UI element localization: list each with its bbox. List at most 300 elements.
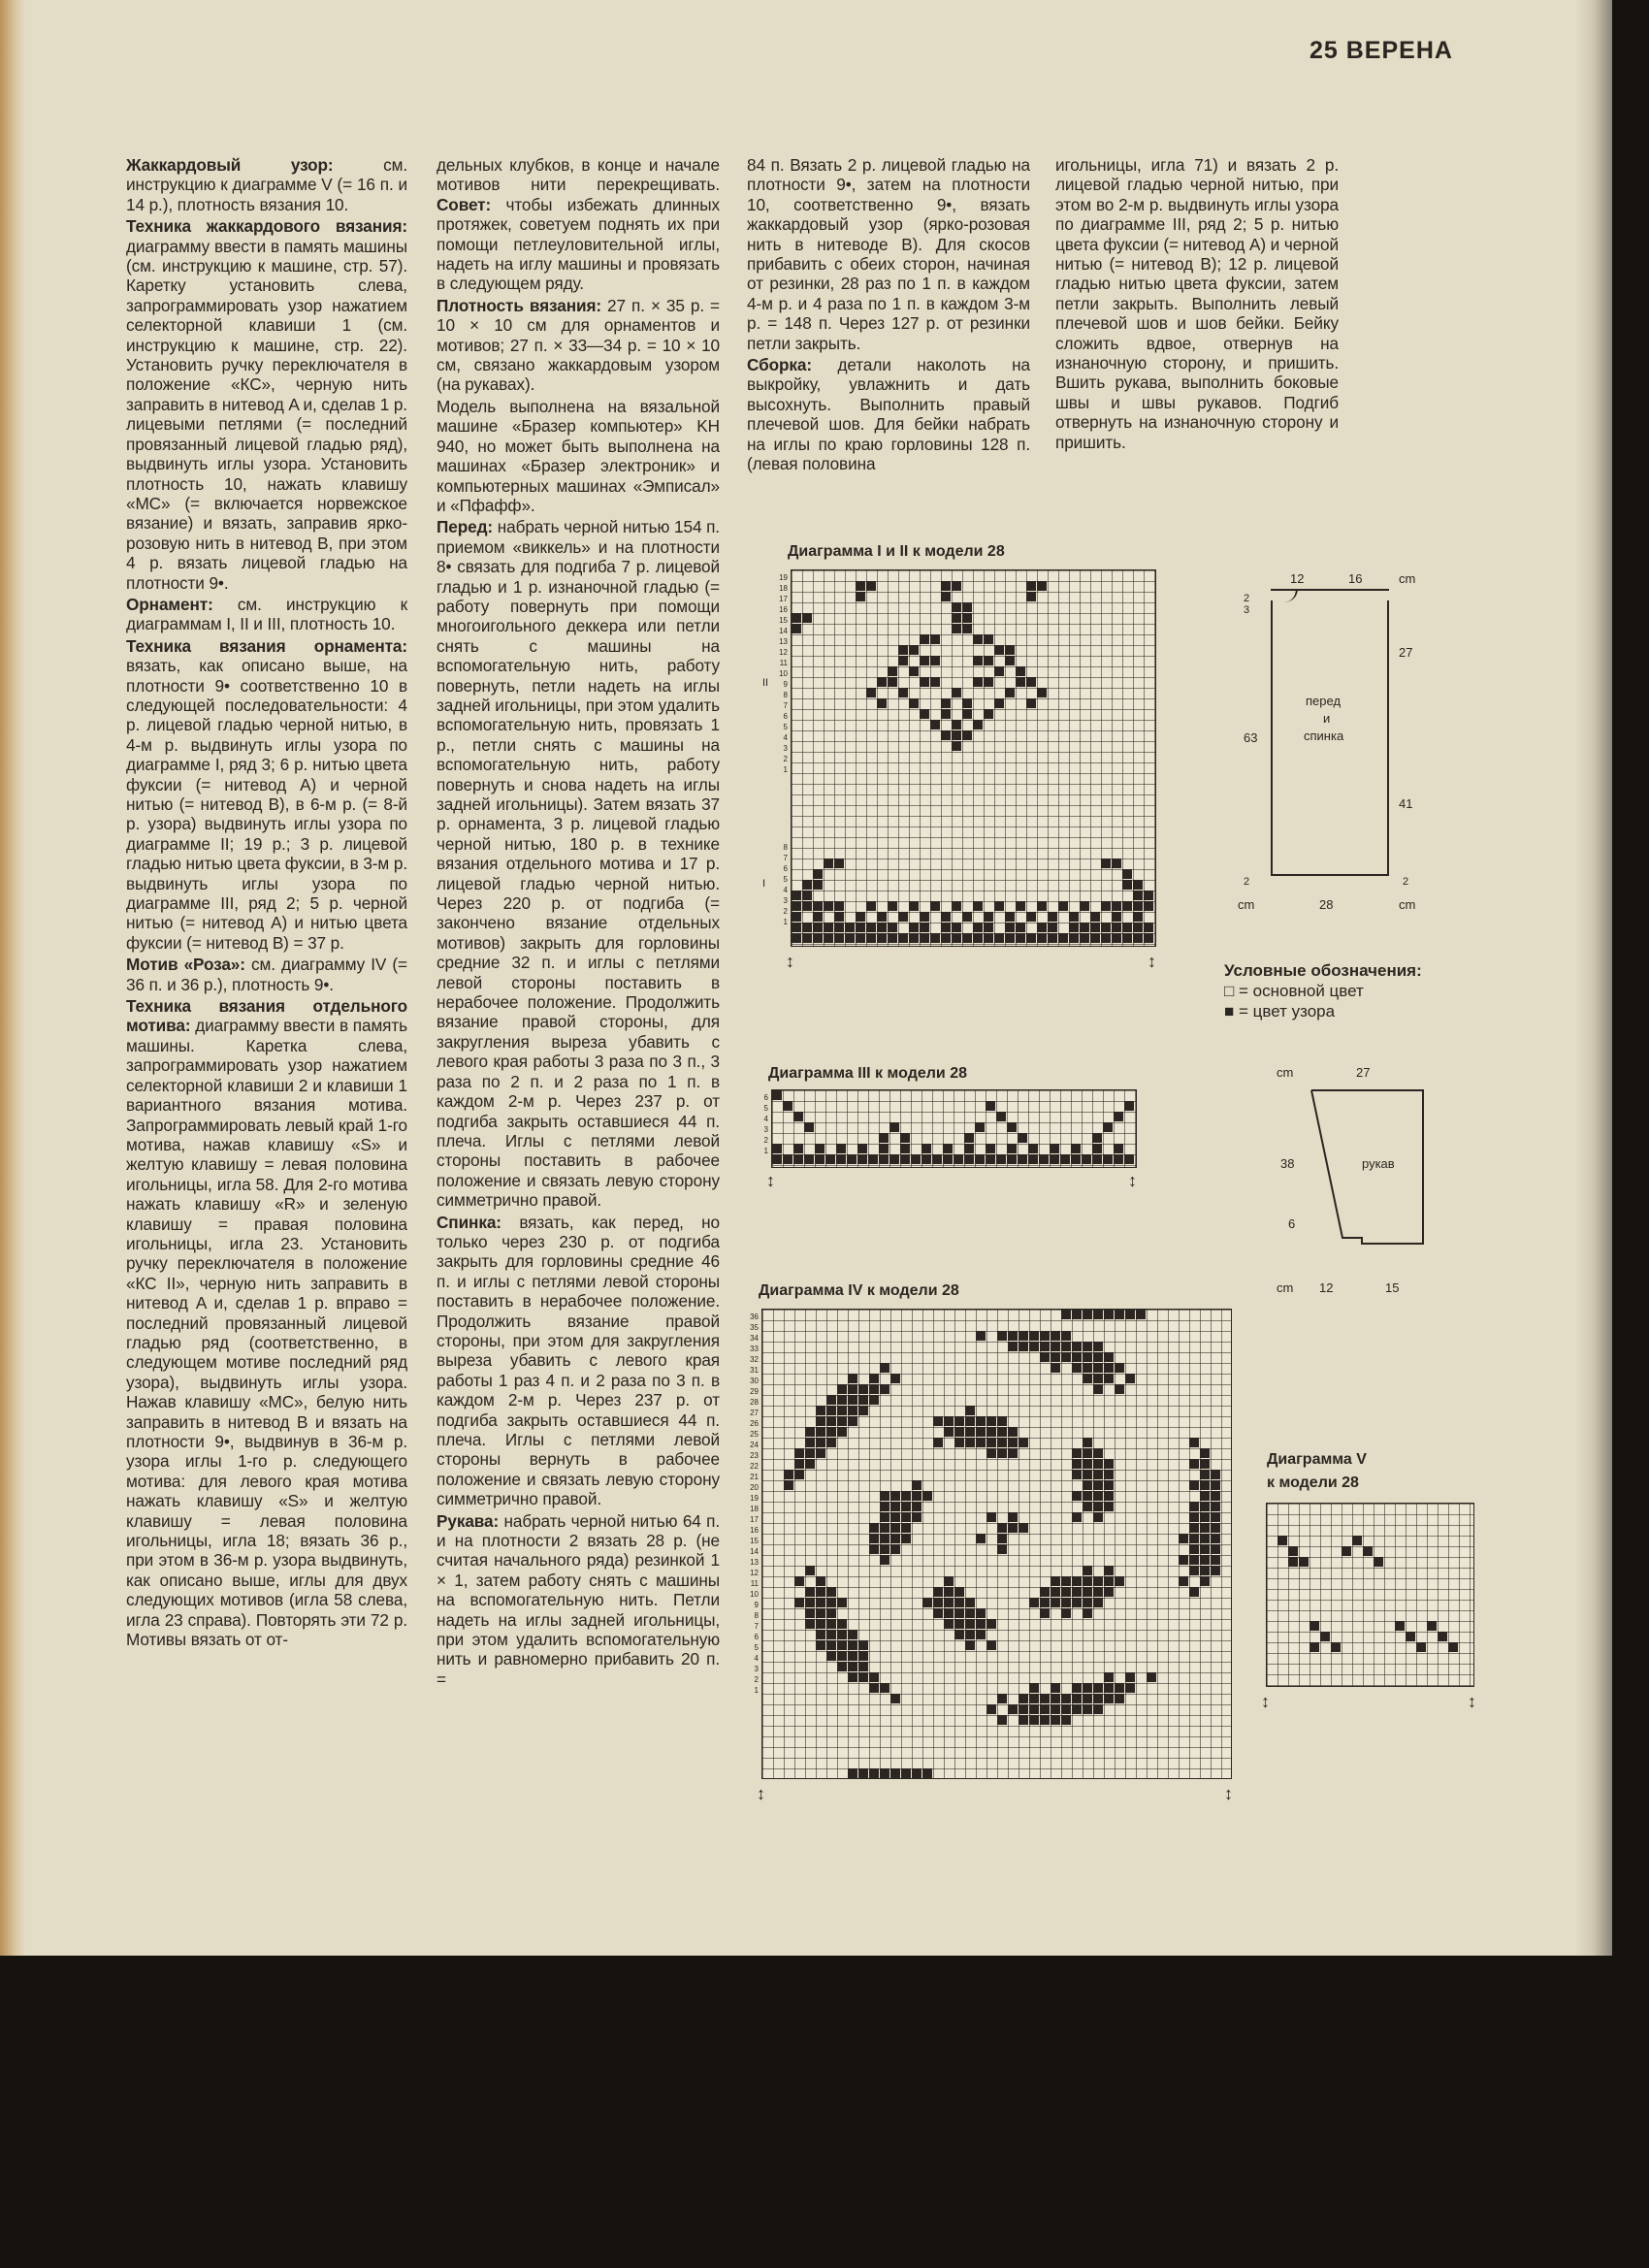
filled-cell	[1051, 1331, 1060, 1341]
heading: Рукава:	[436, 1510, 500, 1531]
filled-cell	[962, 602, 972, 612]
filled-cell	[1029, 1715, 1039, 1725]
filled-cell	[944, 1608, 954, 1618]
filled-cell	[837, 1598, 847, 1607]
filled-cell	[1016, 933, 1025, 943]
filled-cell	[1104, 1683, 1114, 1693]
filled-cell	[1083, 1576, 1092, 1586]
piece-label: и	[1323, 711, 1331, 726]
filled-cell	[944, 1416, 954, 1426]
filled-cell	[901, 1491, 911, 1501]
filled-cell	[962, 730, 972, 740]
filled-cell	[1005, 656, 1015, 665]
filled-cell	[922, 1154, 931, 1164]
filled-cell	[1104, 1374, 1114, 1383]
filled-cell	[1051, 1715, 1060, 1725]
text-column-1	[126, 155, 407, 1651]
diagram-2-row-numbers: 19 18 17 16 15 14 13 12 11 10 9 8 7 6 5 4 3 2 1	[779, 573, 788, 774]
filled-cell	[816, 1406, 825, 1415]
heading: Техника жаккардового вязания:	[126, 216, 407, 237]
filled-cell	[1115, 1384, 1124, 1394]
filled-cell	[1083, 1470, 1092, 1479]
filled-cell	[976, 1619, 986, 1629]
filled-cell	[869, 1544, 879, 1554]
filled-cell	[901, 1523, 911, 1533]
filled-cell	[1189, 1555, 1199, 1565]
filled-cell	[1189, 1438, 1199, 1447]
filled-cell	[1104, 1502, 1114, 1511]
filled-cell	[1050, 1144, 1059, 1153]
filled-cell	[997, 1438, 1007, 1447]
filled-cell	[986, 1448, 996, 1458]
filled-cell	[930, 634, 940, 644]
filled-cell	[869, 1395, 879, 1405]
width-arrow-left-icon: ↕	[1261, 1692, 1270, 1711]
filled-cell	[880, 1363, 889, 1373]
filled-cell	[941, 709, 951, 719]
filled-cell	[1083, 1491, 1092, 1501]
filled-cell	[792, 912, 801, 922]
filled-cell	[848, 1672, 857, 1682]
filled-cell	[1093, 1502, 1103, 1511]
filled-cell	[1037, 901, 1047, 911]
filled-cell	[1093, 1480, 1103, 1490]
filled-cell	[900, 1144, 910, 1153]
filled-cell	[826, 1619, 836, 1629]
filled-cell	[1072, 1576, 1082, 1586]
filled-cell	[1061, 1608, 1071, 1618]
filled-cell	[997, 1448, 1007, 1458]
legend-title: Условные обозначения:	[1224, 961, 1422, 980]
legend-pattern-color: ■ = цвет узора	[1224, 1002, 1336, 1021]
width-arrow-right-icon: ↕	[1224, 1784, 1233, 1803]
filled-cell	[1200, 1512, 1210, 1522]
filled-cell	[952, 730, 961, 740]
page-left-edge	[0, 0, 25, 1956]
body-text: дельных клубков, в конце и начале мотивов нити перекрещивать.	[436, 155, 720, 195]
filled-cell	[986, 1512, 996, 1522]
filled-cell	[1061, 1342, 1071, 1351]
filled-cell	[1133, 933, 1143, 943]
filled-cell	[784, 1480, 793, 1490]
filled-cell	[869, 1523, 879, 1533]
filled-cell	[954, 1438, 964, 1447]
filled-cell	[1008, 1523, 1018, 1533]
filled-cell	[1093, 1363, 1103, 1373]
filled-cell	[837, 1395, 847, 1405]
filled-cell	[1040, 1331, 1050, 1341]
filled-cell	[880, 1502, 889, 1511]
filled-cell	[986, 1416, 996, 1426]
filled-cell	[1200, 1459, 1210, 1469]
filled-cell	[1101, 933, 1111, 943]
filled-cell	[1093, 1512, 1103, 1522]
filled-cell	[1018, 1715, 1028, 1725]
filled-cell	[1374, 1557, 1383, 1567]
filled-cell	[824, 859, 833, 868]
filled-cell	[920, 634, 929, 644]
filled-cell	[1310, 1642, 1319, 1652]
filled-cell	[772, 1090, 782, 1100]
filled-cell	[856, 581, 865, 591]
body-text: набрать черной нитью 64 п. и на плотности 2 вязать 28 р. (не считая начального ряда) резинкой 1 × 1, затем работу снять с машины на вспомогательную нить. Петли надеть на иглы задней игольницы, при этом удалить вспомогательную нить и равномерно прибавить 20 п. =	[436, 1510, 720, 1689]
filled-cell	[877, 923, 887, 932]
filled-cell	[964, 1133, 974, 1143]
filled-cell	[794, 1470, 804, 1479]
filled-cell	[920, 912, 929, 922]
filled-cell	[1200, 1534, 1210, 1543]
schema-label: 27	[1399, 645, 1413, 660]
filled-cell	[1104, 1459, 1114, 1469]
filled-cell	[1115, 1694, 1124, 1703]
filled-cell	[826, 1406, 836, 1415]
filled-cell	[930, 933, 940, 943]
body-text: вязать, как перед, но только через 230 р. от подгиба закрыть для горловины средние 46 п. и иглы с петлями левой стороны поставить в нерабочее положение. Продолжить вязание правой стороны, при этом для закругления выреза убавить с левого края работы 1 раз 4 п. и 2 раза по 3 п. в каждом 2-м р. Через 237 р. от подгиба закрыть оставшиеся 44 п. плеча. Иглы с петлями левой стороны вернуть в рабочее положение и связать левую сторону симметрично правой.	[436, 1212, 720, 1509]
filled-cell	[826, 1587, 836, 1597]
filled-cell	[1072, 1694, 1082, 1703]
filled-cell	[848, 1630, 857, 1639]
filled-cell	[952, 602, 961, 612]
filled-cell	[1061, 1331, 1071, 1341]
filled-cell	[826, 1438, 836, 1447]
filled-cell	[802, 880, 812, 890]
filled-cell	[1061, 1576, 1071, 1586]
filled-cell	[954, 1427, 964, 1437]
filled-cell	[976, 1438, 986, 1447]
filled-cell	[792, 891, 801, 900]
filled-cell	[805, 1608, 815, 1618]
text-column-3	[747, 155, 1030, 476]
filled-cell	[901, 1512, 911, 1522]
filled-cell	[848, 1406, 857, 1415]
filled-cell	[858, 1651, 868, 1661]
filled-cell	[772, 1144, 782, 1153]
filled-cell	[1083, 1448, 1092, 1458]
filled-cell	[1114, 1154, 1123, 1164]
filled-cell	[943, 1154, 953, 1164]
filled-cell	[848, 1662, 857, 1671]
filled-cell	[816, 1427, 825, 1437]
filled-cell	[1200, 1544, 1210, 1554]
filled-cell	[815, 1154, 824, 1164]
filled-cell	[1048, 912, 1057, 922]
filled-cell	[922, 1144, 931, 1153]
filled-cell	[1048, 923, 1057, 932]
filled-cell	[1363, 1546, 1373, 1556]
body-text: диаграмму ввести в память машины (см. инструкцию к машине, стр. 57). Каретку установить слева, запрограммировать узор нажатием селекторной клавиши 1 (см. инструкцию к машине, стр. 22). Установить ручку переключателя в положение «КС», черную нить заправить в нитевод A и, сделав 1 р. лицевыми петлями (= последний провязанный лицевой гладью ряд), выдвинуть иглы узора. Установить плотность 10, нажать клавишу «МС» (= включается норвежское вязание) и вязать, заправив ярко-розовую нить в нитевод B, при этом 4 р. вязать лицевой гладью на плотности 9•.	[126, 236, 407, 593]
filled-cell	[1040, 1342, 1050, 1351]
filled-cell	[793, 1144, 803, 1153]
filled-cell	[1016, 677, 1025, 687]
filled-cell	[944, 1598, 954, 1607]
filled-cell	[941, 923, 951, 932]
filled-cell	[962, 624, 972, 633]
filled-cell	[1093, 1310, 1103, 1319]
filled-cell	[1144, 891, 1153, 900]
filled-cell	[1104, 1480, 1114, 1490]
filled-cell	[1018, 1438, 1028, 1447]
filled-cell	[888, 901, 897, 911]
diagram-3-grid	[771, 1089, 1137, 1168]
filled-cell	[997, 1523, 1007, 1533]
filled-cell	[837, 1640, 847, 1650]
width-arrow-right-icon: ↕	[1468, 1692, 1476, 1711]
filled-cell	[880, 1683, 889, 1693]
heading: Спинка:	[436, 1212, 501, 1232]
filled-cell	[1040, 1352, 1050, 1362]
filled-cell	[1058, 933, 1068, 943]
filled-cell	[826, 1640, 836, 1650]
filled-cell	[1093, 1598, 1103, 1607]
filled-cell	[816, 1619, 825, 1629]
sleeve-schema	[1273, 1061, 1467, 1294]
filled-cell	[952, 624, 961, 633]
filled-cell	[1051, 1363, 1060, 1373]
filled-cell	[794, 1576, 804, 1586]
filled-cell	[783, 1154, 792, 1164]
filled-cell	[898, 688, 908, 697]
filled-cell	[890, 1694, 900, 1703]
filled-cell	[784, 1470, 793, 1479]
filled-cell	[909, 666, 919, 676]
filled-cell	[805, 1587, 815, 1597]
filled-cell	[952, 688, 961, 697]
filled-cell	[794, 1459, 804, 1469]
filled-cell	[889, 1154, 899, 1164]
filled-cell	[1037, 581, 1047, 591]
filled-cell	[984, 634, 993, 644]
filled-cell	[888, 923, 897, 932]
filled-cell	[857, 1154, 867, 1164]
filled-cell	[1093, 1683, 1103, 1693]
filled-cell	[880, 1491, 889, 1501]
filled-cell	[890, 1491, 900, 1501]
filled-cell	[1072, 1470, 1082, 1479]
filled-cell	[1008, 1448, 1018, 1458]
filled-cell	[1179, 1534, 1188, 1543]
filled-cell	[834, 901, 844, 911]
body-text: 27 п. × 35 р. = 10 × 10 см для орнаментов и мотивов; 27 п. × 33—34 р. = 10 × 10 см, связано жаккардовым узором (на рукавах).	[436, 295, 720, 395]
filled-cell	[879, 1133, 889, 1143]
filled-cell	[976, 1331, 986, 1341]
filled-cell	[783, 1101, 792, 1111]
filled-cell	[1069, 923, 1079, 932]
filled-cell	[1189, 1566, 1199, 1575]
filled-cell	[1112, 859, 1121, 868]
filled-cell	[866, 923, 876, 932]
filled-cell	[933, 1416, 943, 1426]
filled-cell	[941, 730, 951, 740]
filled-cell	[866, 688, 876, 697]
filled-cell	[1080, 923, 1089, 932]
filled-cell	[912, 1502, 922, 1511]
paragraph	[126, 216, 407, 593]
filled-cell	[976, 1608, 986, 1618]
filled-cell	[813, 901, 823, 911]
schema-label: cm	[1277, 1065, 1294, 1080]
filled-cell	[1072, 1512, 1082, 1522]
filled-cell	[890, 1512, 900, 1522]
filled-cell	[836, 1154, 846, 1164]
filled-cell	[965, 1619, 975, 1629]
filled-cell	[825, 1154, 835, 1164]
filled-cell	[1082, 1154, 1091, 1164]
filled-cell	[1083, 1502, 1092, 1511]
filled-cell	[1112, 912, 1121, 922]
filled-cell	[976, 1416, 986, 1426]
filled-cell	[1122, 933, 1132, 943]
filled-cell	[952, 720, 961, 729]
filled-cell	[975, 1154, 985, 1164]
filled-cell	[920, 677, 929, 687]
filled-cell	[1147, 1672, 1156, 1682]
diagram-5-title: Диаграмма V	[1267, 1451, 1367, 1468]
filled-cell	[1211, 1566, 1220, 1575]
filled-cell	[837, 1406, 847, 1415]
filled-cell	[1200, 1448, 1210, 1458]
filled-cell	[1101, 859, 1111, 868]
paragraph	[126, 155, 407, 214]
schema-label: cm	[1399, 897, 1416, 912]
filled-cell	[1211, 1470, 1220, 1479]
schema-label: 6	[1288, 1216, 1296, 1231]
filled-cell	[1395, 1621, 1405, 1631]
filled-cell	[1189, 1459, 1199, 1469]
filled-cell	[986, 1619, 996, 1629]
filled-cell	[1051, 1342, 1060, 1351]
filled-cell	[802, 923, 812, 932]
filled-cell	[845, 923, 855, 932]
filled-cell	[994, 698, 1004, 708]
filled-cell	[880, 1534, 889, 1543]
filled-cell	[813, 923, 823, 932]
filled-cell	[1133, 880, 1143, 890]
filled-cell	[1018, 1694, 1028, 1703]
filled-cell	[994, 645, 1004, 655]
filled-cell	[1133, 891, 1143, 900]
filled-cell	[976, 1534, 986, 1543]
filled-cell	[792, 624, 801, 633]
filled-cell	[1320, 1632, 1330, 1641]
filled-cell	[1448, 1642, 1458, 1652]
schema-label: 15	[1385, 1280, 1400, 1295]
filled-cell	[997, 1544, 1007, 1554]
filled-cell	[900, 1154, 910, 1164]
filled-cell	[986, 1438, 996, 1447]
filled-cell	[901, 1502, 911, 1511]
filled-cell	[952, 741, 961, 751]
filled-cell	[1090, 923, 1100, 932]
filled-cell	[836, 1144, 846, 1153]
filled-cell	[813, 869, 823, 879]
filled-cell	[965, 1416, 975, 1426]
diagram-5-grid	[1266, 1503, 1474, 1687]
filled-cell	[1071, 1154, 1081, 1164]
filled-cell	[880, 1544, 889, 1554]
filled-cell	[1200, 1480, 1210, 1490]
filled-cell	[1133, 912, 1143, 922]
filled-cell	[1427, 1621, 1437, 1631]
filled-cell	[837, 1619, 847, 1629]
filled-cell	[772, 1154, 782, 1164]
filled-cell	[1040, 1608, 1050, 1618]
filled-cell	[815, 1144, 824, 1153]
filled-cell	[1189, 1502, 1199, 1511]
filled-cell	[880, 1384, 889, 1394]
filled-cell	[1071, 1144, 1081, 1153]
filled-cell	[1026, 933, 1036, 943]
filled-cell	[1125, 1683, 1135, 1693]
filled-cell	[1083, 1566, 1092, 1575]
filled-cell	[805, 1598, 815, 1607]
filled-cell	[965, 1608, 975, 1618]
filled-cell	[1112, 923, 1121, 932]
filled-cell	[920, 656, 929, 665]
heading: Техника вязания орнамента:	[126, 635, 407, 656]
text-column-2	[436, 155, 720, 1691]
filled-cell	[1179, 1555, 1188, 1565]
filled-cell	[909, 923, 919, 932]
filled-cell	[890, 1768, 900, 1778]
filled-cell	[964, 1154, 974, 1164]
filled-cell	[837, 1427, 847, 1437]
filled-cell	[877, 933, 887, 943]
filled-cell	[888, 677, 897, 687]
filled-cell	[1072, 1363, 1082, 1373]
filled-cell	[1189, 1512, 1199, 1522]
diagram-4-grid	[761, 1309, 1232, 1779]
filled-cell	[1028, 1144, 1038, 1153]
filled-cell	[792, 923, 801, 932]
filled-cell	[912, 1491, 922, 1501]
filled-cell	[898, 656, 908, 665]
schema-label: 63	[1244, 730, 1258, 745]
filled-cell	[898, 933, 908, 943]
schema-label: 28	[1319, 897, 1334, 912]
filled-cell	[933, 1608, 943, 1618]
filled-cell	[1124, 1101, 1134, 1111]
filled-cell	[1093, 1342, 1103, 1351]
filled-cell	[824, 923, 833, 932]
filled-cell	[1083, 1438, 1092, 1447]
filled-cell	[901, 1534, 911, 1543]
filled-cell	[816, 1448, 825, 1458]
filled-cell	[1144, 933, 1153, 943]
filled-cell	[866, 901, 876, 911]
filled-cell	[973, 720, 983, 729]
filled-cell	[1061, 1587, 1071, 1597]
filled-cell	[1051, 1704, 1060, 1714]
filled-cell	[1083, 1587, 1092, 1597]
filled-cell	[954, 1619, 964, 1629]
filled-cell	[986, 1101, 995, 1111]
filled-cell	[1189, 1587, 1199, 1597]
filled-cell	[1104, 1310, 1114, 1319]
heading: Совет:	[436, 194, 492, 214]
filled-cell	[1072, 1598, 1082, 1607]
filled-cell	[1016, 923, 1025, 932]
filled-cell	[1200, 1470, 1210, 1479]
filled-cell	[1112, 901, 1121, 911]
filled-cell	[986, 1704, 996, 1714]
paragraph	[436, 296, 720, 395]
filled-cell	[1029, 1342, 1039, 1351]
filled-cell	[1125, 1672, 1135, 1682]
filled-cell	[869, 1384, 879, 1394]
paragraph	[126, 595, 407, 634]
filled-cell	[826, 1427, 836, 1437]
paragraph	[126, 636, 407, 954]
